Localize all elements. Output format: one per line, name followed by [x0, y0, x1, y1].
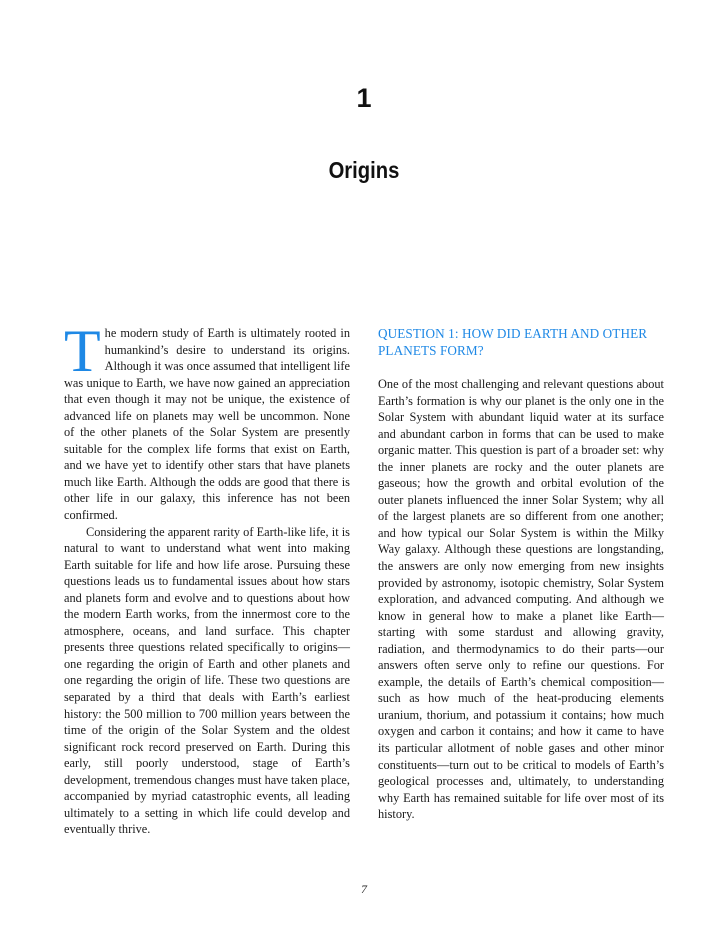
question-heading: QUESTION 1: HOW DID EARTH AND OTHER PLANETS FORM? [378, 326, 648, 358]
drop-cap: T [64, 318, 101, 384]
second-paragraph: Considering the apparent rarity of Earth-like life, it is natural to want to understand what went into making Earth suitable for life and how life arose. Pursuing these questions leads us to fundamental issues about how stars and planets form and evolve and to questions about how the modern Earth works, from the innermost core to the atmosphere, oceans, and land surface. This chapter presents three questions related specifically to origins—one regarding the origin of Earth and other planets and one regarding the origin of life. These two questions are separated by a third that deals with Earth’s earliest history: the 500 million to 700 million years between the time of the origin of the Solar System and the oldest significant rock record preserved on Earth. During this early, still poorly understood, stage of Earth’s development, tremendous changes must have taken place, accompanied by myriad catastrophic events, all leading ultimately to a setting in which life could develop and eventually thrive. [64, 524, 350, 837]
chapter-number: 1 [356, 83, 372, 113]
left-column [64, 318, 350, 838]
chapter-title: Origins [328, 157, 400, 183]
intro-paragraph [64, 318, 350, 524]
question-paragraph: One of the most challenging and relevant questions about Earth’s formation is why our planet is the only one in the Solar System with abundant liquid water at its surface and abundant carbon in forms that can be used to make organic matter. This question is part of a broader set: why the inner planets are rocky and the outer planets are gaseous; how the growth and orbital evolution of the outer planets influenced the inner Solar System; why all of the largest planets are so different from one another; and how typical our Solar System is within the Milky Way galaxy. Although these questions are longstanding, the answers are only now emerging from new insights provided by astronomy, isotopic chemistry, Solar System exploration, and advanced computing. And although we know in general how to make a planet like Earth—starting with some stardust and allowing gravity, radiation, and thermodynamics to do their parts—our answers often serve only to refine our questions. For example, the details of Earth’s chemical composition—such as how much of the heat-producing elements uranium, thorium, and potassium it contains; how much oxygen and carbon it contains; and how it came to have its particular allotment of noble gases and other minor constituents—turn out to be critical to models of Earth’s geological processes and, ultimately, to understanding why Earth has remained suitable for life over most of its history. [378, 377, 664, 822]
intro-paragraph-text: he modern study of Earth is ultimately rooted in humankind’s desire to understand its origins. Although it was once assumed that intelligent life was unique to Earth, we have now gained an appreciation that even though it may not be unique, the existence of advanced life on planets may well be uncommon. None of the other planets of the Solar System are presently suitable for the complex life forms that exist on Earth, and we have yet to identify other stars that have planets much like Earth. Although the odds are good that there is other life in our galaxy, this inference has not been confirmed. [64, 326, 350, 523]
right-column [378, 325, 664, 823]
page-number: 7 [361, 882, 367, 896]
